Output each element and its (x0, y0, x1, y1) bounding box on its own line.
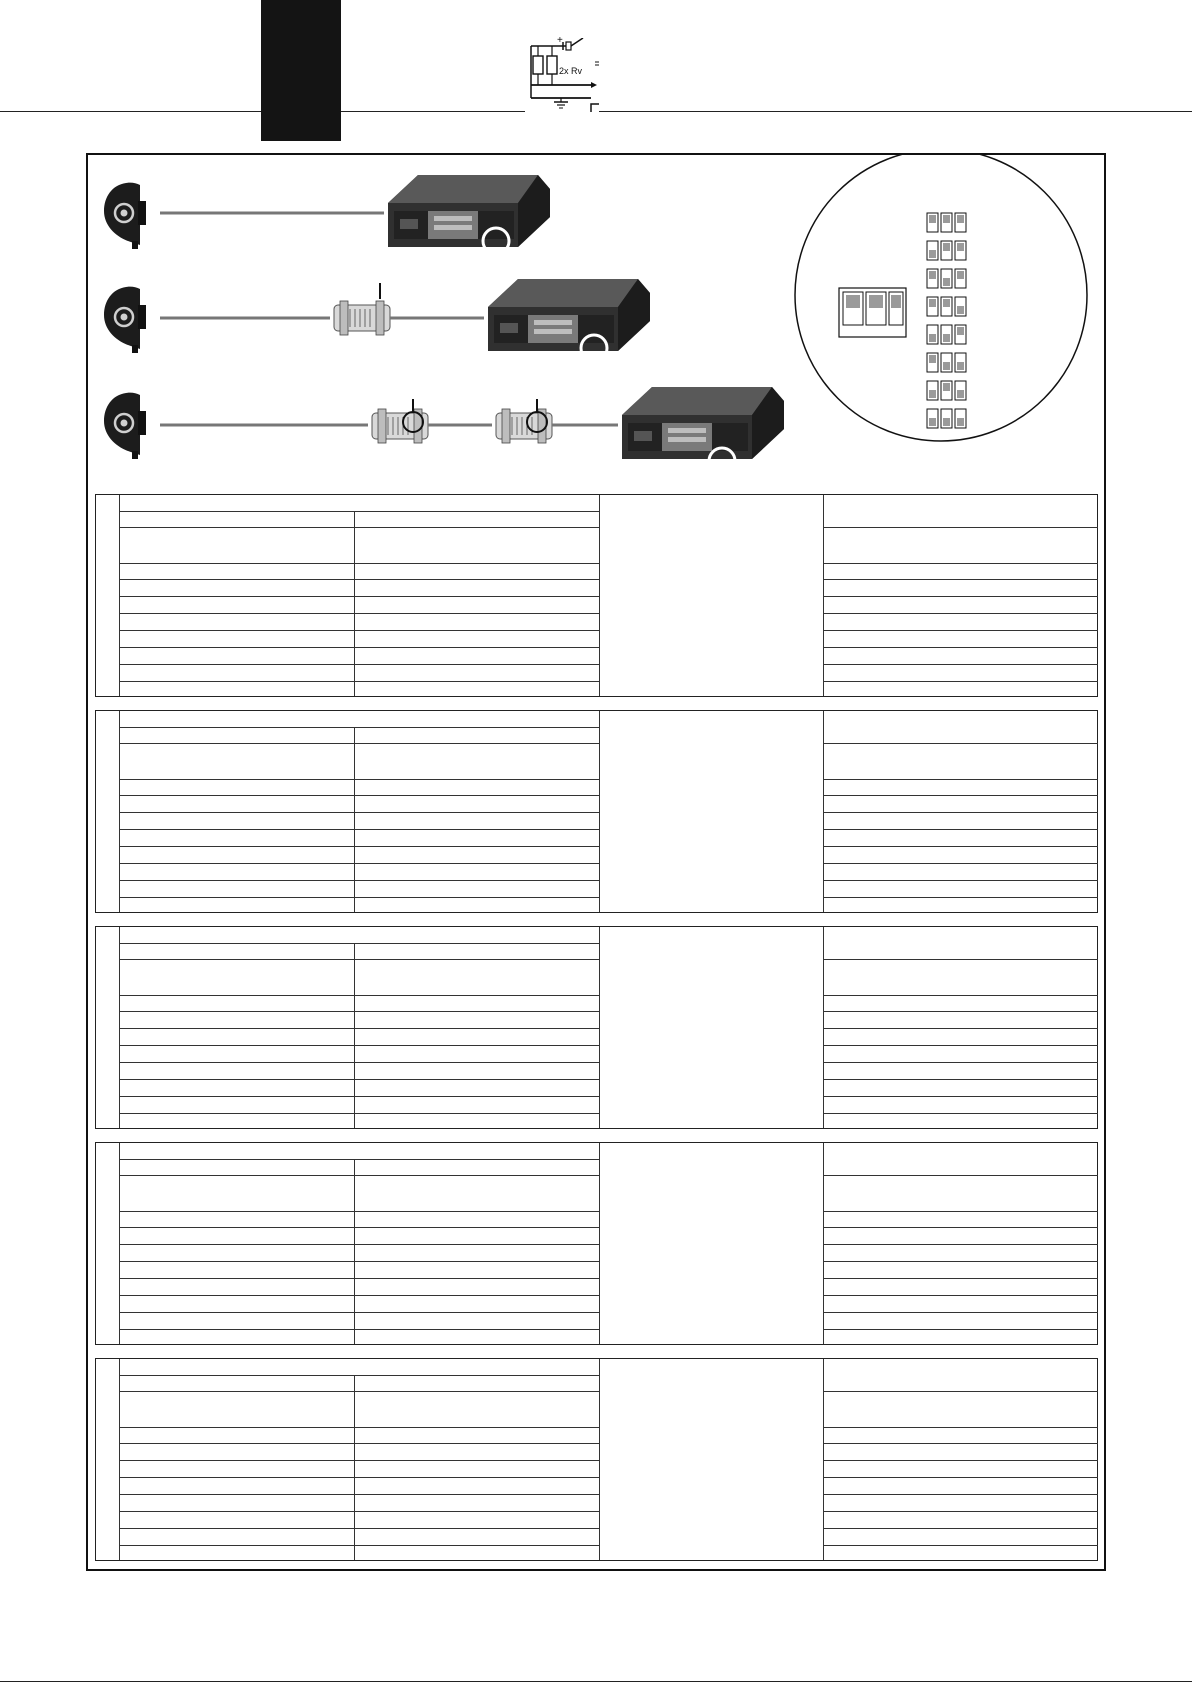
dip-setting-knob (929, 271, 936, 279)
table-row-rule (119, 1391, 599, 1392)
circuit-schematic (525, 35, 599, 112)
table-row-rule (119, 727, 599, 728)
table-block-4 (95, 1142, 1098, 1345)
table-row-rule (823, 1295, 1098, 1296)
table-row-rule (823, 1175, 1098, 1176)
table-row-rule (119, 1045, 599, 1046)
table-row-rule (119, 1261, 599, 1262)
table-row-rule (119, 1096, 599, 1097)
table-row-rule (119, 1211, 599, 1212)
receiver-icon (388, 175, 550, 247)
schematic-polarity-label: + (557, 35, 563, 46)
dip-setting-knob (929, 215, 936, 223)
table-row-rule (119, 943, 599, 944)
table-row-rule (823, 613, 1098, 614)
table-row-rule (823, 795, 1098, 796)
table-row-rule (823, 630, 1098, 631)
table-row-rule (119, 743, 599, 744)
dip-switch-knob (891, 295, 901, 308)
table-row-rule (119, 1329, 599, 1330)
dip-setting-knob (943, 243, 950, 251)
table-row-rule (823, 1227, 1098, 1228)
table-row-rule (823, 1528, 1098, 1529)
table-row-rule (119, 1227, 599, 1228)
dip-setting-knob (957, 243, 964, 251)
table-column-rule (354, 943, 355, 1128)
dip-setting-knob (943, 418, 950, 426)
dip-setting-knob (929, 334, 936, 342)
table-row-rule (119, 1528, 599, 1529)
dip-setting-knob (929, 355, 936, 363)
table-row-rule (119, 1511, 599, 1512)
table-row-rule (823, 1096, 1098, 1097)
table-row-rule (119, 681, 599, 682)
table-row-rule (823, 1312, 1098, 1313)
table-row-rule (119, 995, 599, 996)
table-row-rule (823, 563, 1098, 564)
dip-setting-knob (943, 278, 950, 286)
table-row-rule (823, 1062, 1098, 1063)
antenna-icon (104, 287, 146, 353)
table-block-1 (95, 494, 1098, 697)
table-row-rule (823, 596, 1098, 597)
antenna-icon (104, 183, 146, 249)
table-row-rule (823, 1211, 1098, 1212)
table-column-rule (599, 495, 600, 696)
table-block-2 (95, 710, 1098, 913)
table-row-rule (119, 897, 599, 898)
table-row-rule (119, 1175, 599, 1176)
table-row-rule (823, 1427, 1098, 1428)
table-column-rule (599, 711, 600, 912)
table-row-rule (119, 647, 599, 648)
dip-setting-knob (957, 418, 964, 426)
table-row-rule (823, 1545, 1098, 1546)
table-row-rule (823, 1028, 1098, 1029)
table-row-rule (119, 1028, 599, 1029)
table-row-rule (823, 1079, 1098, 1080)
dip-setting-knob (943, 383, 950, 391)
dip-setting-knob (943, 362, 950, 370)
table-row-rule (119, 812, 599, 813)
dip-setting-knob (929, 250, 936, 258)
table-row-rule (823, 779, 1098, 780)
dip-switch-knob (846, 295, 860, 308)
dip-setting-knob (957, 215, 964, 223)
table-row-rule (119, 664, 599, 665)
table-row-rule (823, 1494, 1098, 1495)
table-row-rule (823, 527, 1098, 528)
receiver-icon (488, 279, 650, 351)
receiver-icon (622, 387, 784, 459)
table-row-rule (823, 1477, 1098, 1478)
table-row-rule (119, 1011, 599, 1012)
table-row-rule (823, 1244, 1098, 1245)
dip-setting-knob (929, 418, 936, 426)
table-column-rule (599, 1359, 600, 1560)
dip-switch-detail (795, 155, 1087, 441)
table-row-rule (823, 743, 1098, 744)
table-row-rule (119, 1278, 599, 1279)
table-row-rule (119, 527, 599, 528)
table-row-rule (119, 1375, 599, 1376)
table-row-rule (823, 812, 1098, 813)
table-row-rule (823, 846, 1098, 847)
table-row-rule (119, 563, 599, 564)
table-row-rule (119, 1443, 599, 1444)
table-column-rule (599, 1143, 600, 1344)
table-row-rule (823, 829, 1098, 830)
table-row-rule (119, 1477, 599, 1478)
schematic-resistor-label: 2x Rv (559, 66, 583, 76)
table-row-rule (823, 897, 1098, 898)
table-row-rule (823, 1261, 1098, 1262)
dip-setting-knob (957, 390, 964, 398)
table-row-rule (119, 829, 599, 830)
table-row-rule (119, 1062, 599, 1063)
dip-setting-knob (929, 390, 936, 398)
table-row-rule (823, 995, 1098, 996)
table-row-rule (119, 1295, 599, 1296)
table-row-rule (119, 1494, 599, 1495)
table-row-rule (119, 1159, 599, 1160)
config-one-splitter (104, 279, 650, 361)
dip-setting-knob (957, 362, 964, 370)
dip-switch-knob (869, 295, 883, 308)
table-row-rule (823, 579, 1098, 580)
dip-setting-knob (929, 299, 936, 307)
table-row-rule (119, 1545, 599, 1546)
table-row-rule (119, 1244, 599, 1245)
config-two-splitters (104, 387, 784, 474)
table-row-rule (119, 630, 599, 631)
table-row-rule (119, 846, 599, 847)
table-row-rule (823, 1045, 1098, 1046)
table-column-rule (354, 1159, 355, 1344)
table-row-rule (823, 1278, 1098, 1279)
table-row-rule (823, 880, 1098, 881)
table-column-rule (354, 1375, 355, 1560)
table-row-rule (119, 795, 599, 796)
table-row-rule (823, 1460, 1098, 1461)
table-row-rule (823, 664, 1098, 665)
table-row-rule (823, 959, 1098, 960)
table-row-rule (119, 779, 599, 780)
table-block-3 (95, 926, 1098, 1129)
dip-setting-knob (943, 334, 950, 342)
table-row-rule (823, 1011, 1098, 1012)
config-direct (104, 175, 550, 254)
footer-rule (0, 1681, 1192, 1682)
dip-setting-knob (957, 271, 964, 279)
table-row-rule (119, 1312, 599, 1313)
table-row-rule (119, 1113, 599, 1114)
dip-setting-knob (943, 215, 950, 223)
table-row-rule (119, 511, 599, 512)
table-row-rule (823, 647, 1098, 648)
table-row-rule (823, 1113, 1098, 1114)
table-row-rule (823, 681, 1098, 682)
table-row-rule (119, 596, 599, 597)
wiring-diagram (88, 155, 1104, 485)
table-row-rule (119, 1079, 599, 1080)
table-row-rule (823, 1511, 1098, 1512)
table-row-rule (119, 613, 599, 614)
table-column-rule (354, 511, 355, 696)
table-row-rule (119, 1460, 599, 1461)
antenna-icon (104, 393, 146, 459)
table-column-rule (354, 727, 355, 912)
dip-setting-knob (957, 327, 964, 335)
table-row-rule (119, 863, 599, 864)
table-row-rule (823, 1329, 1098, 1330)
main-figure-frame (86, 153, 1106, 1571)
header-section-tab (261, 0, 583, 141)
dip-setting-knob (957, 306, 964, 314)
table-row-rule (119, 959, 599, 960)
table-row-rule (823, 1443, 1098, 1444)
dip-setting-knob (943, 299, 950, 307)
table-column-rule (599, 927, 600, 1128)
table-row-rule (119, 1427, 599, 1428)
table-block-5 (95, 1358, 1098, 1561)
table-row-rule (119, 880, 599, 881)
table-row-rule (119, 579, 599, 580)
splitter-icon (334, 301, 390, 335)
table-row-rule (823, 863, 1098, 864)
table-row-rule (823, 1391, 1098, 1392)
